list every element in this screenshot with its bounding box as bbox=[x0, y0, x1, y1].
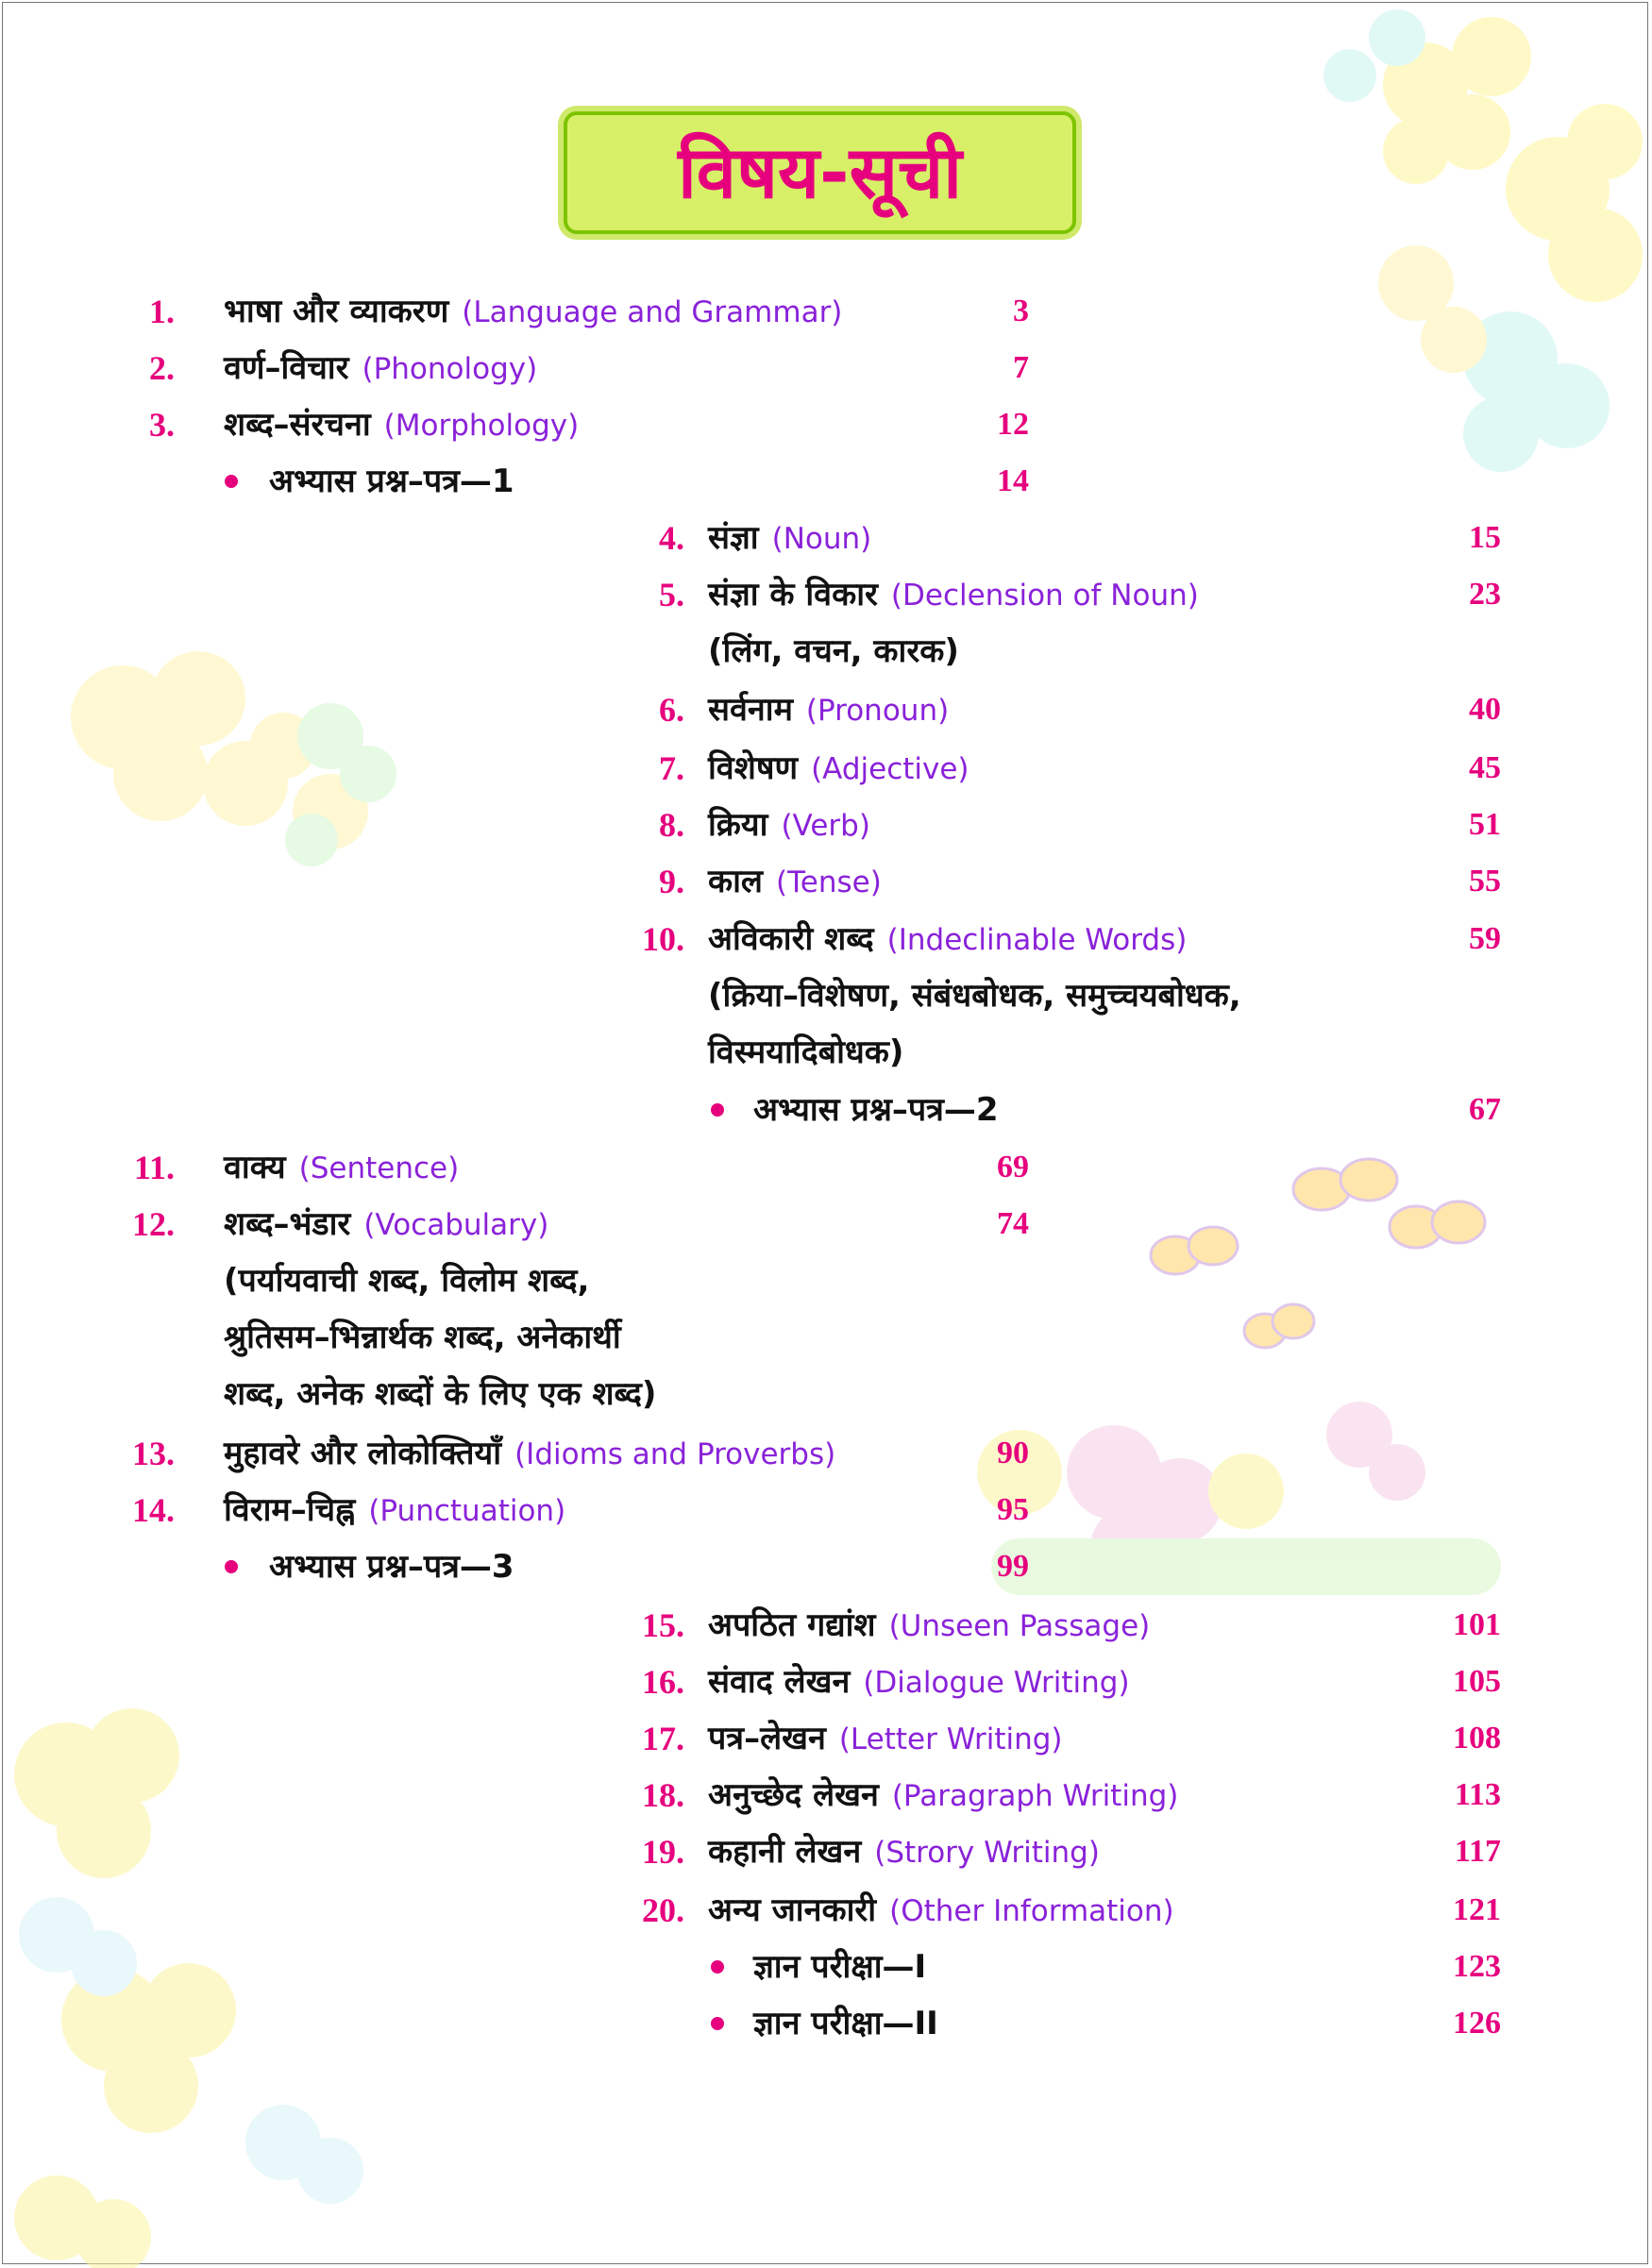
toc-entry bbox=[0, 453, 1652, 510]
chapter-title bbox=[224, 1482, 565, 1539]
page-number: 12 bbox=[997, 407, 1029, 442]
chapter-title-hindi: शब्द–भंडार bbox=[224, 1205, 351, 1243]
toc-entry bbox=[0, 1597, 1652, 1654]
chapter-number: 20. bbox=[642, 1891, 684, 1929]
toc-entry bbox=[0, 1767, 1652, 1823]
toc-entry bbox=[0, 283, 1652, 340]
page-number: 51 bbox=[1469, 807, 1501, 842]
chapter-number: 18. bbox=[642, 1776, 684, 1814]
chapter-title bbox=[708, 797, 870, 854]
chapter-number: 17. bbox=[642, 1720, 684, 1757]
chapter-title-hindi: विराम–चिह्न bbox=[224, 1491, 356, 1529]
title-banner bbox=[564, 111, 1076, 234]
page-number: 7 bbox=[1013, 350, 1029, 385]
chapter-number: 2. bbox=[149, 349, 175, 387]
toc-entry bbox=[0, 681, 1652, 738]
chapter-subtopics: (लिंग, वचन, कारक) bbox=[708, 632, 959, 670]
chapter-title-hindi: पत्र–लेखन bbox=[708, 1720, 826, 1757]
chapter-title bbox=[753, 1939, 926, 1995]
chapter-title-english: (Phonology) bbox=[362, 352, 538, 386]
toc-entry bbox=[0, 1882, 1652, 1939]
chapter-title bbox=[224, 1139, 459, 1197]
page-number: 108 bbox=[1453, 1721, 1501, 1756]
page-number: 3 bbox=[1013, 294, 1029, 328]
page-number: 95 bbox=[997, 1492, 1029, 1527]
chapter-number: 11. bbox=[133, 1149, 175, 1186]
page-number: 55 bbox=[1469, 864, 1501, 899]
chapter-title-hindi: ज्ञान परीक्षा—II bbox=[753, 2005, 938, 2042]
chapter-number: 12. bbox=[132, 1205, 175, 1243]
toc-entry bbox=[0, 1139, 1652, 1196]
page-number: 23 bbox=[1469, 577, 1501, 612]
chapter-subtopics: श्रुतिसम–भिन्नार्थक शब्द, अनेकार्थी bbox=[224, 1319, 621, 1356]
page-number: 59 bbox=[1469, 921, 1501, 956]
page-number: 74 bbox=[997, 1206, 1029, 1241]
page-number: 67 bbox=[1469, 1092, 1501, 1127]
page-title: विषय-सूची bbox=[678, 130, 962, 214]
page-number: 123 bbox=[1453, 1949, 1501, 1984]
page-number: 117 bbox=[1454, 1834, 1501, 1869]
page-number: 90 bbox=[997, 1436, 1029, 1470]
chapter-subtopics: विस्मयादिबोधक) bbox=[708, 1033, 904, 1071]
chapter-title-hindi: मुहावरे और लोकोक्तियाँ bbox=[224, 1435, 502, 1472]
toc-entry bbox=[0, 1482, 1652, 1538]
chapter-title-hindi: संवाद लेखन bbox=[708, 1663, 851, 1701]
chapter-number: 15. bbox=[642, 1606, 684, 1644]
page-number: 15 bbox=[1469, 520, 1501, 555]
toc-entry bbox=[0, 1196, 1652, 1252]
chapter-title bbox=[708, 1597, 1150, 1655]
chapter-number: 13. bbox=[132, 1435, 175, 1472]
chapter-title-english: (Noun) bbox=[771, 522, 872, 556]
toc-entry bbox=[0, 566, 1652, 623]
chapter-title bbox=[708, 1710, 1063, 1768]
page-number: 126 bbox=[1453, 2006, 1501, 2041]
toc-entry bbox=[0, 797, 1652, 853]
chapter-title bbox=[708, 681, 949, 739]
chapter-title-hindi: संज्ञा के विकार bbox=[708, 576, 878, 613]
chapter-title-hindi: अन्य जानकारी bbox=[708, 1891, 877, 1929]
chapter-subtopics: (पर्यायवाची शब्द, विलोम शब्द, bbox=[224, 1262, 590, 1300]
chapter-title-english: (Letter Writing) bbox=[838, 1722, 1063, 1756]
chapter-title-hindi: अपठित गद्यांश bbox=[708, 1606, 876, 1644]
page-number: 113 bbox=[1454, 1777, 1501, 1812]
toc-entry bbox=[0, 740, 1652, 797]
chapter-title-english: (Language and Grammar) bbox=[462, 295, 843, 329]
chapter-title-hindi: संज्ञा bbox=[708, 519, 759, 557]
chapter-title-hindi: अविकारी शब्द bbox=[708, 920, 874, 958]
chapter-title-hindi: अनुच्छेद लेखन bbox=[708, 1776, 879, 1814]
chapter-title bbox=[708, 566, 1199, 624]
chapter-title-hindi: शब्द–संरचना bbox=[224, 406, 371, 444]
chapter-number: 19. bbox=[642, 1833, 684, 1871]
chapter-title bbox=[708, 1767, 1178, 1824]
chapter-title-hindi: अभ्यास प्रश्न–पत्र—2 bbox=[753, 1091, 999, 1129]
chapter-title-hindi: भाषा और व्याकरण bbox=[224, 293, 449, 330]
chapter-title bbox=[269, 453, 514, 510]
bullet-icon bbox=[225, 1560, 238, 1573]
chapter-title-hindi: काल bbox=[708, 863, 763, 900]
chapter-title-hindi: अभ्यास प्रश्न–पत्र—1 bbox=[269, 462, 514, 500]
chapter-title bbox=[269, 1538, 514, 1595]
bullet-icon bbox=[711, 1103, 724, 1117]
chapter-title bbox=[708, 1654, 1130, 1711]
chapter-title-english: (Tense) bbox=[775, 865, 882, 899]
chapter-title-english: (Other Information) bbox=[889, 1894, 1174, 1928]
page-number: 45 bbox=[1469, 750, 1501, 785]
chapter-title-hindi: क्रिया bbox=[708, 806, 768, 844]
chapter-title bbox=[708, 1823, 1100, 1881]
chapter-title bbox=[708, 740, 969, 798]
chapter-title-english: (Unseen Passage) bbox=[888, 1609, 1151, 1643]
chapter-title-hindi: अभ्यास प्रश्न–पत्र—3 bbox=[269, 1548, 514, 1586]
chapter-number: 10. bbox=[642, 920, 684, 958]
chapter-title-english: (Paragraph Writing) bbox=[891, 1779, 1179, 1813]
chapter-title bbox=[753, 1995, 938, 2052]
chapter-title-english: (Sentence) bbox=[298, 1151, 460, 1185]
chapter-number: 6. bbox=[659, 691, 684, 729]
chapter-number: 14. bbox=[132, 1491, 175, 1529]
toc-entry bbox=[0, 510, 1652, 566]
toc-entry bbox=[0, 911, 1652, 967]
chapter-title-english: (Adjective) bbox=[811, 752, 969, 786]
page-number: 101 bbox=[1453, 1607, 1501, 1642]
chapter-title-hindi: वाक्य bbox=[224, 1149, 286, 1186]
chapter-title-english: (Idioms and Proverbs) bbox=[514, 1437, 836, 1471]
chapter-title bbox=[224, 283, 842, 341]
toc-entry bbox=[0, 1538, 1652, 1595]
chapter-number: 5. bbox=[659, 576, 684, 613]
chapter-subtopics: शब्द, अनेक शब्दों के लिए एक शब्द) bbox=[224, 1375, 657, 1413]
chapter-title bbox=[708, 911, 1187, 968]
chapter-title bbox=[224, 1196, 548, 1253]
chapter-number: 16. bbox=[642, 1663, 684, 1701]
page-number: 14 bbox=[997, 463, 1029, 498]
page-number: 99 bbox=[997, 1549, 1029, 1584]
chapter-number: 9. bbox=[659, 863, 684, 900]
toc-entry bbox=[0, 1823, 1652, 1880]
chapter-title-hindi: कहानी लेखन bbox=[708, 1833, 862, 1871]
chapter-title bbox=[708, 510, 871, 567]
page-number: 105 bbox=[1453, 1664, 1501, 1699]
chapter-title-english: (Strory Writing) bbox=[874, 1836, 1100, 1870]
chapter-title-english: (Morphology) bbox=[383, 409, 580, 443]
chapter-number: 8. bbox=[659, 806, 684, 844]
chapter-title-english: (Vocabulary) bbox=[363, 1208, 549, 1242]
page-number: 121 bbox=[1453, 1892, 1501, 1927]
page-number: 40 bbox=[1469, 692, 1501, 727]
toc-entry bbox=[0, 1710, 1652, 1767]
chapter-number: 3. bbox=[149, 406, 175, 444]
chapter-title-english: (Verb) bbox=[781, 809, 870, 843]
page-number: 69 bbox=[997, 1150, 1029, 1184]
chapter-title bbox=[753, 1082, 999, 1138]
chapter-number: 1. bbox=[149, 293, 175, 330]
chapter-title bbox=[224, 340, 537, 397]
chapter-title bbox=[708, 853, 882, 911]
chapter-title-hindi: सर्वनाम bbox=[708, 691, 793, 729]
chapter-title bbox=[224, 396, 579, 454]
toc-entry bbox=[0, 853, 1652, 910]
toc-entry bbox=[0, 396, 1652, 453]
chapter-title-hindi: वर्ण–विचार bbox=[224, 349, 349, 387]
chapter-title-english: (Pronoun) bbox=[805, 694, 950, 728]
chapter-title-hindi: विशेषण bbox=[708, 749, 799, 787]
chapter-number: 4. bbox=[659, 519, 684, 557]
chapter-title bbox=[708, 1882, 1174, 1940]
chapter-title bbox=[224, 1425, 835, 1483]
bullet-icon bbox=[225, 475, 238, 488]
chapter-number: 7. bbox=[659, 749, 684, 787]
toc-entry bbox=[0, 1654, 1652, 1710]
chapter-title-english: (Indeclinable Words) bbox=[886, 923, 1188, 957]
chapter-title-hindi: ज्ञान परीक्षा—I bbox=[753, 1948, 927, 1986]
chapter-subtopics: (क्रिया–विशेषण, संबंधबोधक, समुच्चयबोधक, bbox=[708, 977, 1241, 1015]
toc-entry bbox=[0, 1082, 1652, 1138]
toc-entry bbox=[0, 1939, 1652, 1995]
chapter-title-english: (Punctuation) bbox=[368, 1494, 566, 1528]
chapter-title-english: (Declension of Noun) bbox=[890, 579, 1199, 613]
toc-entry bbox=[0, 1995, 1652, 2052]
bullet-icon bbox=[711, 2017, 724, 2030]
chapter-title-english: (Dialogue Writing) bbox=[863, 1666, 1130, 1700]
bullet-icon bbox=[711, 1960, 724, 1974]
toc-entry bbox=[0, 340, 1652, 396]
toc-entry bbox=[0, 1425, 1652, 1482]
